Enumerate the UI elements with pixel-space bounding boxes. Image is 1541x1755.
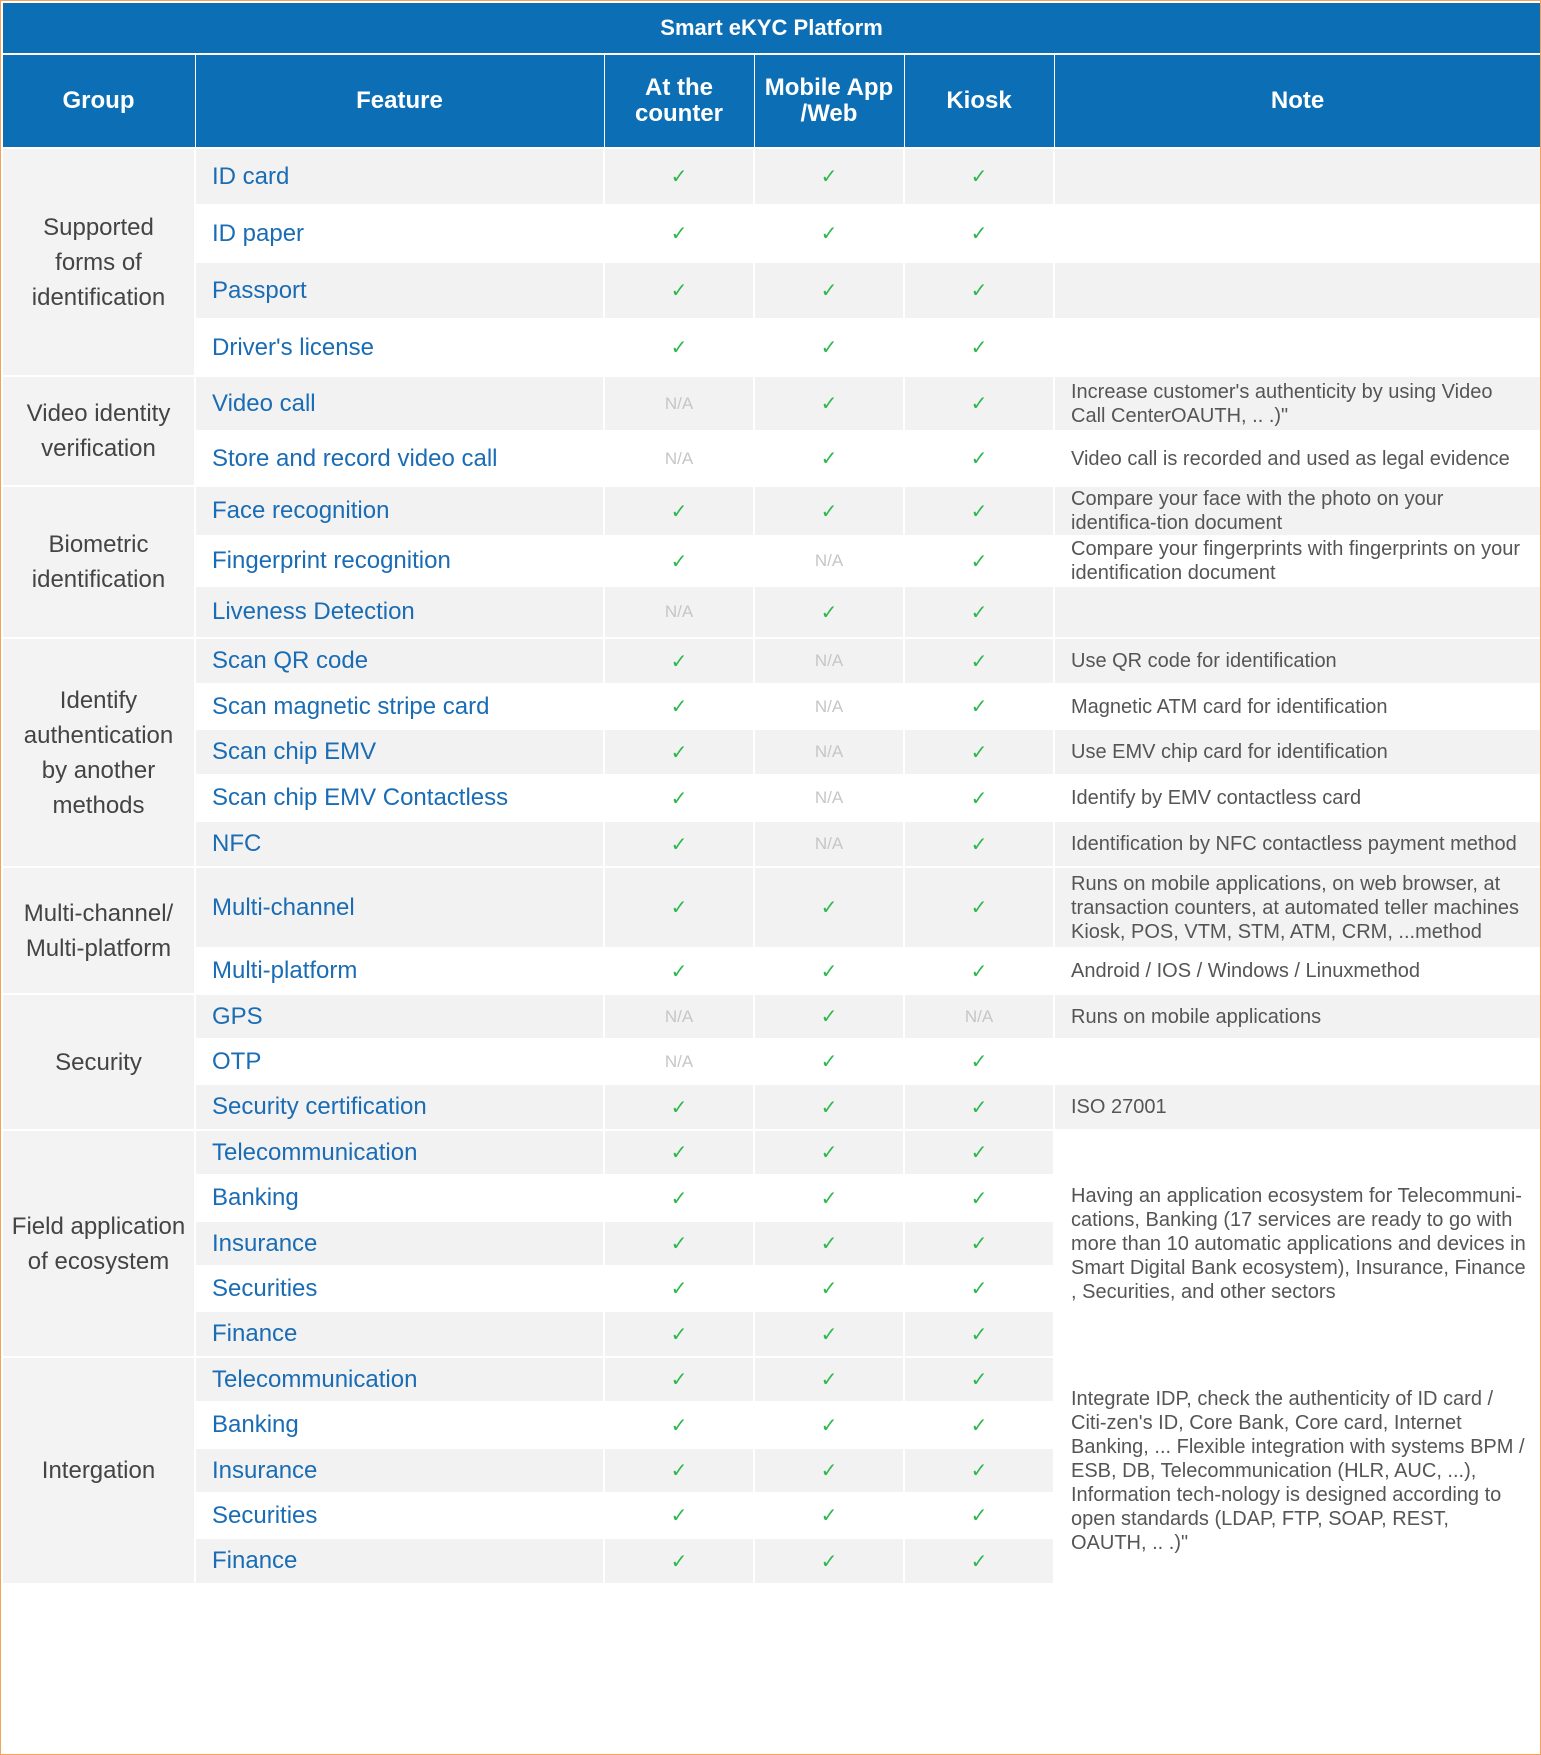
table-row <box>2 729 1541 775</box>
kiosk-check-icon: ✓ <box>904 431 1054 486</box>
feature-cell: Scan chip EMV <box>195 729 604 775</box>
feature-cell: Scan chip EMV Contactless <box>195 775 604 821</box>
kiosk-check-icon: ✓ <box>904 1448 1054 1493</box>
feature-cell: Banking <box>195 1175 604 1221</box>
title-row <box>2 2 1541 54</box>
mobile-web-check-icon: ✓ <box>754 376 904 431</box>
table-row <box>2 486 1541 536</box>
kiosk-check-icon: ✓ <box>904 148 1054 205</box>
table-row <box>2 638 1541 684</box>
note-cell: Integrate IDP, check the authenticity of ID card / Citi-zen's ID, Core Bank, Core card, Internet Banking, ... Flexible integration with systems BPM / ESB, DB, Telecommunication (HLR, AUC, ...), Information tech-nology is designed according to open standards (LDAP, FTP, SOAP, REST, OAUTH, .. .)" <box>1054 1357 1541 1584</box>
mobile-web-na-mark: N/A <box>754 684 904 729</box>
note-cell: Runs on mobile applications, on web browser, at transaction counters, at automated teller machines Kiosk, POS, VTM, STM, ATM, CRM, ...method <box>1054 867 1541 948</box>
mobile-web-na-mark: N/A <box>754 729 904 775</box>
kiosk-check-icon: ✓ <box>904 586 1054 638</box>
at-the-counter-check-icon: ✓ <box>604 1221 754 1266</box>
note-cell: Use EMV chip card for identification <box>1054 729 1541 775</box>
at-the-counter-check-icon: ✓ <box>604 948 754 994</box>
mobile-web-check-icon: ✓ <box>754 431 904 486</box>
feature-cell: Finance <box>195 1538 604 1584</box>
at-the-counter-check-icon: ✓ <box>604 1493 754 1538</box>
header-group: Group <box>2 54 195 148</box>
at-the-counter-check-icon: ✓ <box>604 821 754 867</box>
header-mobile-line1: Mobile App <box>764 73 894 101</box>
mobile-web-check-icon: ✓ <box>754 994 904 1039</box>
mobile-web-na-mark: N/A <box>754 536 904 586</box>
note-cell: Having an application ecosystem for Telecommuni-cations, Banking (17 services are ready to go with more than 10 automatic applications and devices in Smart Digital Bank ecosystem), Insurance, Finance , Securities, and other sectors <box>1054 1130 1541 1357</box>
kiosk-check-icon: ✓ <box>904 486 1054 536</box>
feature-cell: Fingerprint recognition <box>195 536 604 586</box>
table-row <box>2 821 1541 867</box>
note-cell: Increase customer's authenticity by using Video Call CenterOAUTH, .. .)" <box>1054 376 1541 431</box>
mobile-web-check-icon: ✓ <box>754 319 904 376</box>
mobile-web-check-icon: ✓ <box>754 486 904 536</box>
header-counter-line2: counter <box>634 100 723 127</box>
feature-cell: ID paper <box>195 205 604 262</box>
table-row <box>2 948 1541 994</box>
at-the-counter-check-icon: ✓ <box>604 867 754 948</box>
mobile-web-check-icon: ✓ <box>754 1402 904 1448</box>
mobile-web-check-icon: ✓ <box>754 1311 904 1357</box>
at-the-counter-check-icon: ✓ <box>604 775 754 821</box>
header-mobile-web <box>754 54 904 148</box>
note-cell: Video call is recorded and used as legal evidence <box>1054 431 1541 486</box>
group-cell: Multi-channel/ Multi-platform <box>2 867 195 994</box>
table-row <box>2 536 1541 586</box>
table-row <box>2 684 1541 729</box>
feature-cell: Securities <box>195 1266 604 1311</box>
table-body <box>2 148 1541 1584</box>
kiosk-check-icon: ✓ <box>904 376 1054 431</box>
feature-cell: Driver's license <box>195 319 604 376</box>
mobile-web-check-icon: ✓ <box>754 1357 904 1402</box>
feature-cell: Banking <box>195 1402 604 1448</box>
feature-cell: Store and record video call <box>195 431 604 486</box>
group-cell: Field application of ecosystem <box>2 1130 195 1357</box>
group-cell: Biometric identification <box>2 486 195 638</box>
mobile-web-check-icon: ✓ <box>754 1448 904 1493</box>
header-kiosk: Kiosk <box>904 54 1054 148</box>
group-cell: Identify authentication by another methods <box>2 638 195 867</box>
kiosk-check-icon: ✓ <box>904 867 1054 948</box>
header-row <box>2 54 1541 148</box>
kiosk-check-icon: ✓ <box>904 729 1054 775</box>
table-row <box>2 1084 1541 1130</box>
mobile-web-check-icon: ✓ <box>754 1493 904 1538</box>
at-the-counter-check-icon: ✓ <box>604 536 754 586</box>
feature-cell: Telecommunication <box>195 1357 604 1402</box>
feature-cell: Multi-platform <box>195 948 604 994</box>
at-the-counter-check-icon: ✓ <box>604 1311 754 1357</box>
feature-cell: Scan magnetic stripe card <box>195 684 604 729</box>
header-mobile-line2: /Web <box>800 100 858 127</box>
at-the-counter-check-icon: ✓ <box>604 1130 754 1175</box>
mobile-web-check-icon: ✓ <box>754 1221 904 1266</box>
note-cell: Identification by NFC contactless payment method <box>1054 821 1541 867</box>
kiosk-check-icon: ✓ <box>904 1039 1054 1084</box>
kiosk-check-icon: ✓ <box>904 1266 1054 1311</box>
feature-cell: Securities <box>195 1493 604 1538</box>
kiosk-check-icon: ✓ <box>904 1493 1054 1538</box>
feature-cell: GPS <box>195 994 604 1039</box>
mobile-web-check-icon: ✓ <box>754 205 904 262</box>
mobile-web-check-icon: ✓ <box>754 262 904 319</box>
group-cell: Security <box>2 994 195 1130</box>
at-the-counter-check-icon: ✓ <box>604 638 754 684</box>
note-cell: Use QR code for identification <box>1054 638 1541 684</box>
mobile-web-na-mark: N/A <box>754 775 904 821</box>
kiosk-check-icon: ✓ <box>904 1084 1054 1130</box>
kiosk-check-icon: ✓ <box>904 536 1054 586</box>
at-the-counter-check-icon: ✓ <box>604 262 754 319</box>
at-the-counter-na-mark: N/A <box>604 376 754 431</box>
note-cell: Compare your fingerprints with fingerprints on your identification document <box>1054 536 1541 586</box>
kiosk-na-mark: N/A <box>904 994 1054 1039</box>
note-cell <box>1054 205 1541 262</box>
feature-cell: Finance <box>195 1311 604 1357</box>
at-the-counter-check-icon: ✓ <box>604 1448 754 1493</box>
at-the-counter-check-icon: ✓ <box>604 319 754 376</box>
note-cell: Magnetic ATM card for identification <box>1054 684 1541 729</box>
mobile-web-check-icon: ✓ <box>754 1130 904 1175</box>
mobile-web-check-icon: ✓ <box>754 1084 904 1130</box>
note-cell: Runs on mobile applications <box>1054 994 1541 1039</box>
at-the-counter-na-mark: N/A <box>604 994 754 1039</box>
kiosk-check-icon: ✓ <box>904 1311 1054 1357</box>
feature-cell: ID card <box>195 148 604 205</box>
mobile-web-na-mark: N/A <box>754 821 904 867</box>
mobile-web-check-icon: ✓ <box>754 948 904 994</box>
note-cell: Compare your face with the photo on your identifica-tion document <box>1054 486 1541 536</box>
header-counter-line1: At the <box>645 73 713 101</box>
mobile-web-check-icon: ✓ <box>754 1538 904 1584</box>
table-row <box>2 376 1541 431</box>
feature-cell: Video call <box>195 376 604 431</box>
at-the-counter-check-icon: ✓ <box>604 729 754 775</box>
feature-cell: NFC <box>195 821 604 867</box>
table-row <box>2 994 1541 1039</box>
table-row <box>2 586 1541 638</box>
kiosk-check-icon: ✓ <box>904 1221 1054 1266</box>
table-row <box>2 775 1541 821</box>
group-cell: Intergation <box>2 1357 195 1584</box>
feature-cell: Insurance <box>195 1448 604 1493</box>
kiosk-check-icon: ✓ <box>904 948 1054 994</box>
feature-cell: Face recognition <box>195 486 604 536</box>
note-cell <box>1054 586 1541 638</box>
feature-cell: Passport <box>195 262 604 319</box>
at-the-counter-check-icon: ✓ <box>604 1084 754 1130</box>
feature-comparison-table <box>1 1 1541 1585</box>
mobile-web-check-icon: ✓ <box>754 867 904 948</box>
note-cell: Android / IOS / Windows / Linuxmethod <box>1054 948 1541 994</box>
kiosk-check-icon: ✓ <box>904 205 1054 262</box>
at-the-counter-check-icon: ✓ <box>604 1175 754 1221</box>
kiosk-check-icon: ✓ <box>904 1402 1054 1448</box>
table-row <box>2 867 1541 948</box>
kiosk-check-icon: ✓ <box>904 821 1054 867</box>
at-the-counter-check-icon: ✓ <box>604 205 754 262</box>
feature-cell: Insurance <box>195 1221 604 1266</box>
table-row <box>2 1039 1541 1084</box>
note-cell <box>1054 148 1541 205</box>
kiosk-check-icon: ✓ <box>904 1357 1054 1402</box>
table-row <box>2 262 1541 319</box>
mobile-web-check-icon: ✓ <box>754 148 904 205</box>
mobile-web-check-icon: ✓ <box>754 1039 904 1084</box>
feature-cell: OTP <box>195 1039 604 1084</box>
feature-cell: Scan QR code <box>195 638 604 684</box>
note-cell <box>1054 262 1541 319</box>
note-cell <box>1054 1039 1541 1084</box>
mobile-web-check-icon: ✓ <box>754 1266 904 1311</box>
mobile-web-check-icon: ✓ <box>754 1175 904 1221</box>
at-the-counter-check-icon: ✓ <box>604 684 754 729</box>
kiosk-check-icon: ✓ <box>904 1175 1054 1221</box>
at-the-counter-check-icon: ✓ <box>604 148 754 205</box>
note-cell: ISO 27001 <box>1054 1084 1541 1130</box>
kiosk-check-icon: ✓ <box>904 775 1054 821</box>
table-row <box>2 205 1541 262</box>
mobile-web-check-icon: ✓ <box>754 586 904 638</box>
kiosk-check-icon: ✓ <box>904 1538 1054 1584</box>
table-row <box>2 148 1541 205</box>
feature-cell: Multi-channel <box>195 867 604 948</box>
at-the-counter-check-icon: ✓ <box>604 1357 754 1402</box>
header-note: Note <box>1054 54 1541 148</box>
header-feature: Feature <box>195 54 604 148</box>
at-the-counter-check-icon: ✓ <box>604 1538 754 1584</box>
feature-cell: Telecommunication <box>195 1130 604 1175</box>
table-title: Smart eKYC Platform <box>2 2 1541 54</box>
kiosk-check-icon: ✓ <box>904 319 1054 376</box>
kiosk-check-icon: ✓ <box>904 1130 1054 1175</box>
at-the-counter-na-mark: N/A <box>604 1039 754 1084</box>
feature-cell: Security certification <box>195 1084 604 1130</box>
table-row <box>2 431 1541 486</box>
at-the-counter-check-icon: ✓ <box>604 1266 754 1311</box>
kiosk-check-icon: ✓ <box>904 638 1054 684</box>
table-row <box>2 1357 1541 1402</box>
group-cell: Video identity verification <box>2 376 195 486</box>
header-at-the-counter <box>604 54 754 148</box>
kiosk-check-icon: ✓ <box>904 684 1054 729</box>
at-the-counter-check-icon: ✓ <box>604 486 754 536</box>
at-the-counter-na-mark: N/A <box>604 431 754 486</box>
table-row <box>2 1130 1541 1175</box>
kiosk-check-icon: ✓ <box>904 262 1054 319</box>
table-row <box>2 319 1541 376</box>
note-cell: Identify by EMV contactless card <box>1054 775 1541 821</box>
at-the-counter-na-mark: N/A <box>604 586 754 638</box>
mobile-web-na-mark: N/A <box>754 638 904 684</box>
at-the-counter-check-icon: ✓ <box>604 1402 754 1448</box>
note-cell <box>1054 319 1541 376</box>
feature-cell: Liveness Detection <box>195 586 604 638</box>
group-cell: Supported forms of identification <box>2 148 195 376</box>
